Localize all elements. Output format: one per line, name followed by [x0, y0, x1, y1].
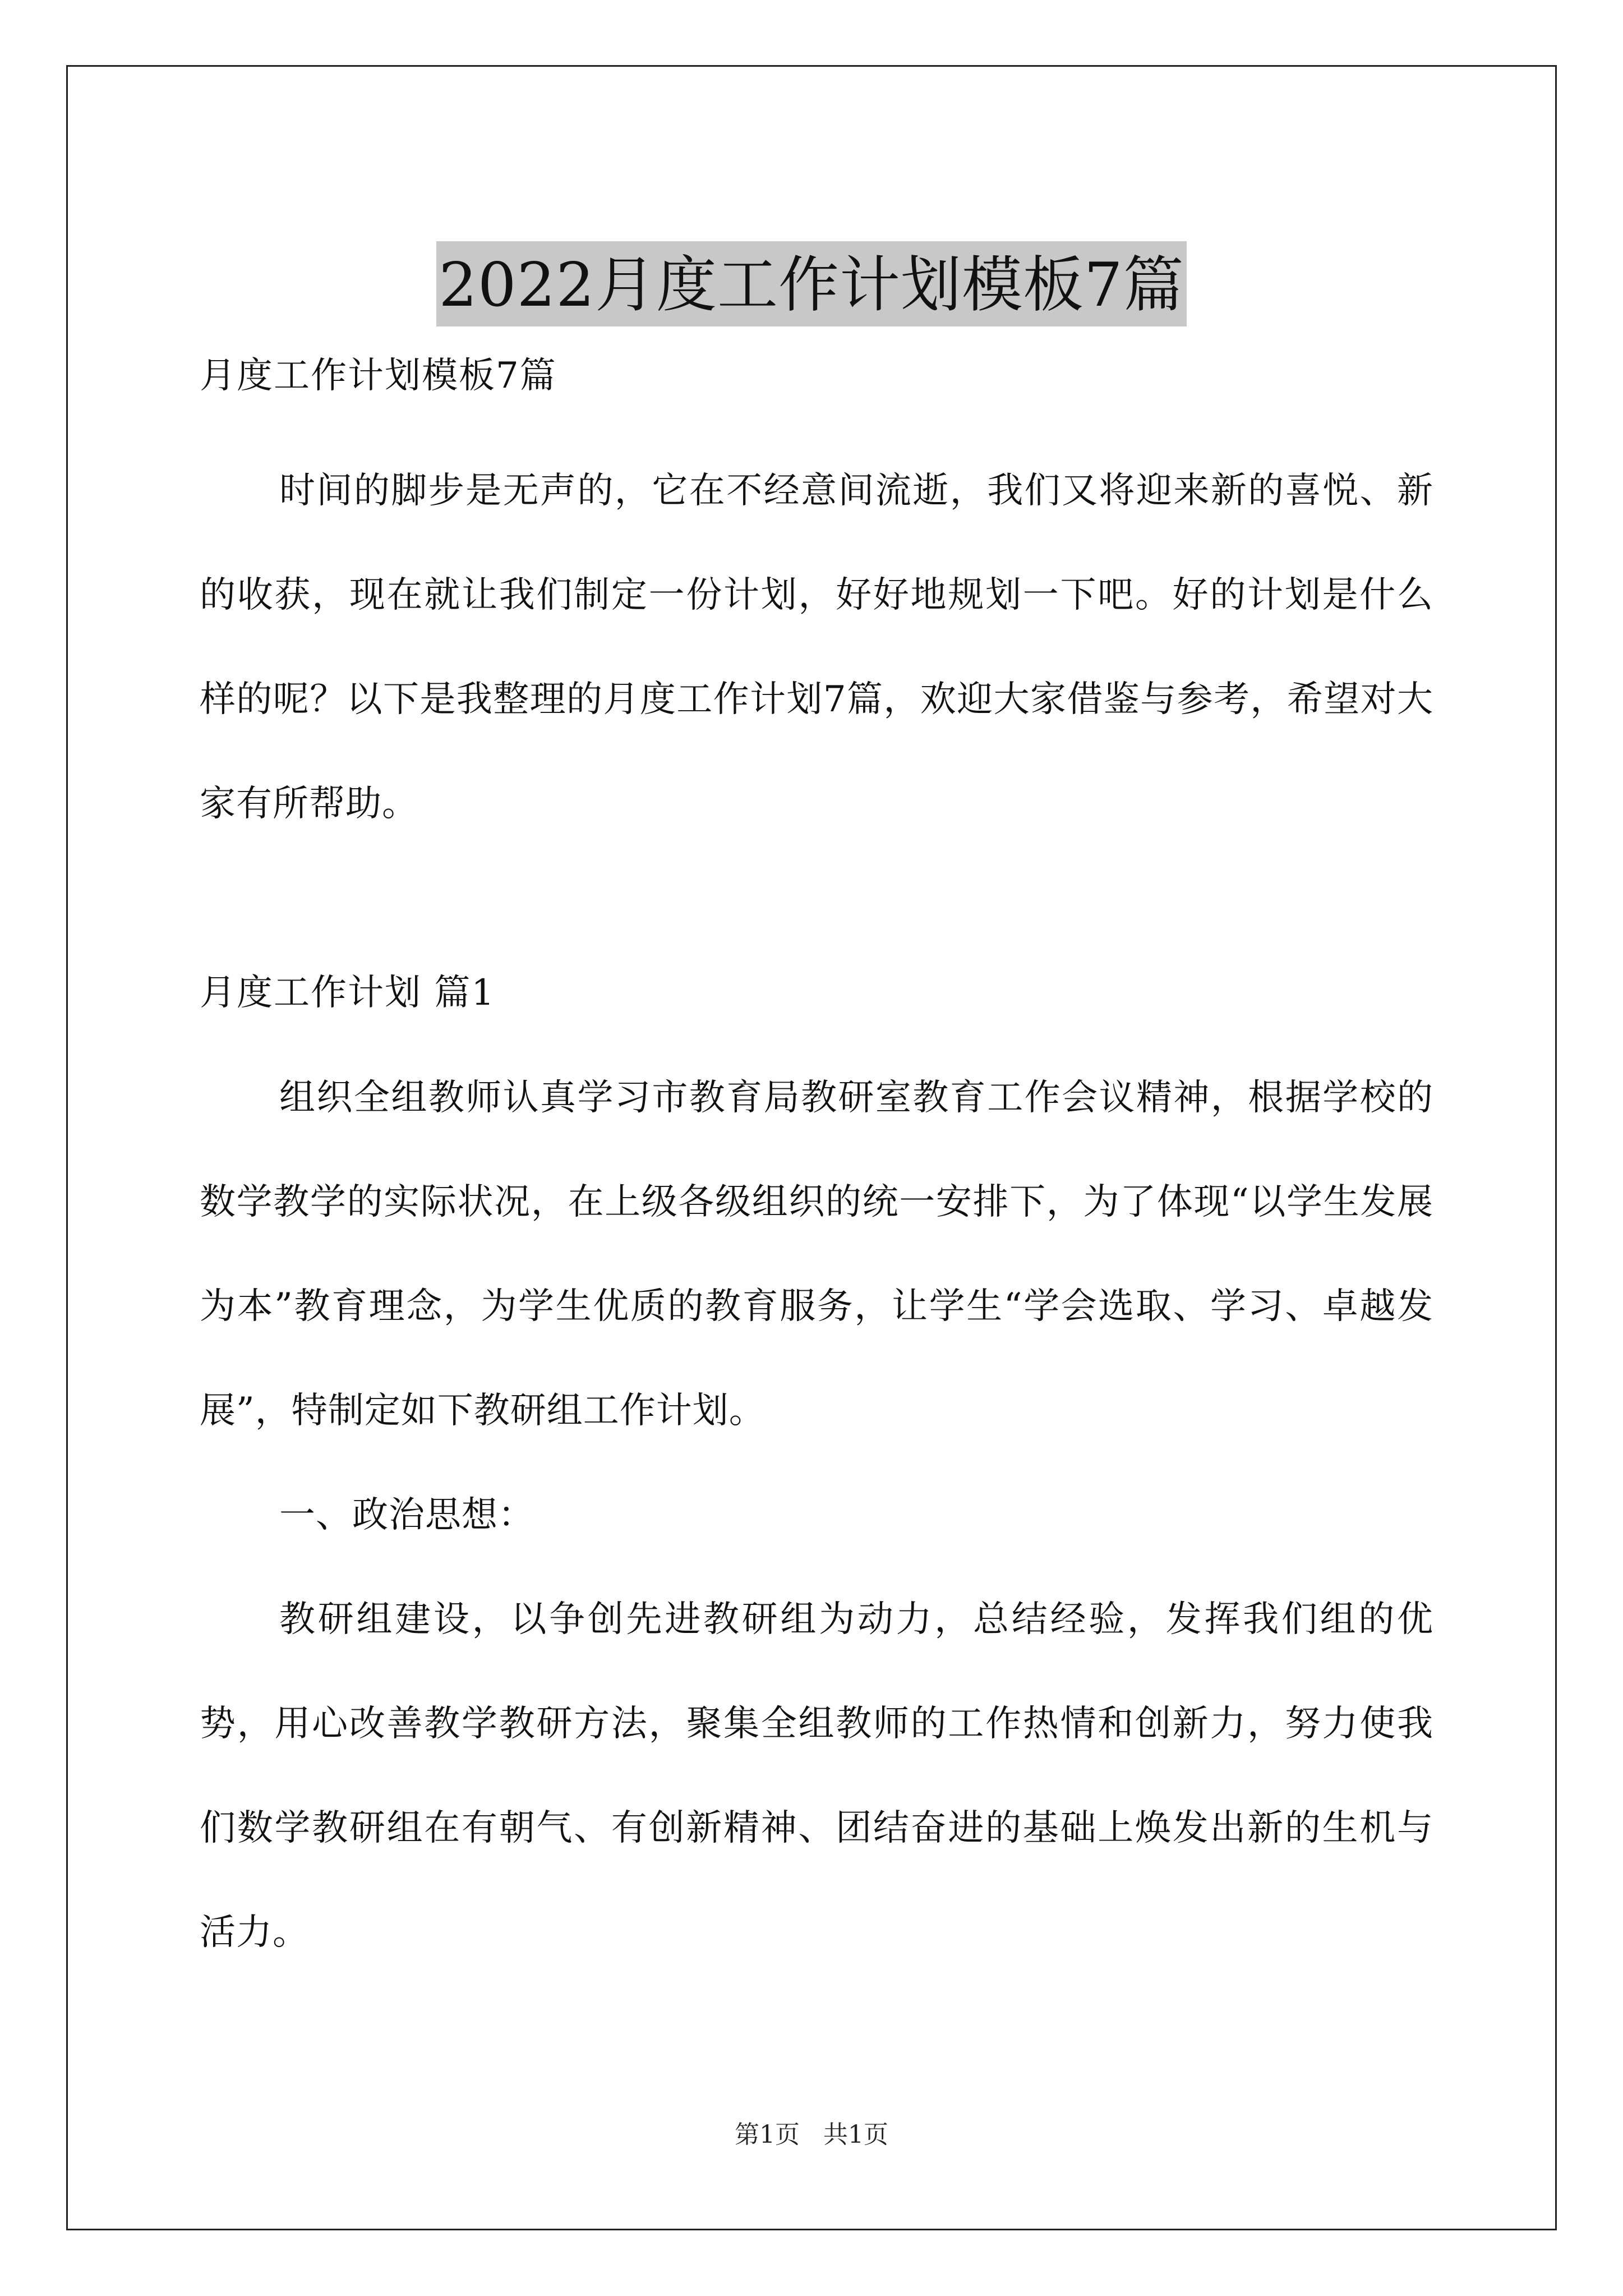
page-number-total: 共1页: [823, 2120, 888, 2149]
section-1-paragraph-2: 教研组建设，以争创先进教研组为动力，总结经验，发挥我们组的优势，用心改善教学教研方法，聚集全组教师的工作热情和创新力，努力使我们数学教研组在有朝气、有创新精神、团结奋进的基础上焕发出新的生机与活力。: [200, 1599, 1433, 1953]
intro-paragraph: 时间的脚步是无声的，它在不经意间流逝，我们又将迎来新的喜悦、新的收获，现在就让我们制定一份计划，好好地规划一下吧。好的计划是什么样的呢？以下是我整理的月度工作计划7篇，欢迎大家借鉴与参考，希望对大家有所帮助。: [200, 470, 1433, 825]
section-1-paragraph-1: 组织全组教师认真学习市教育局教研室教育工作会议精神，根据学校的数学教学的实际状况，在上级各级组织的统一安排下，为了体现“以学生发展为本”教育理念，为学生优质的教育服务，让学生“学会选取、学习、卓越发展”，特制定如下教研组工作计划。: [200, 1077, 1433, 1432]
section-1-heading: 月度工作计划 篇1: [200, 972, 496, 1014]
page-footer: [0, 2119, 1623, 2151]
section-1-subheading: 一、政治思想：: [279, 1494, 534, 1536]
document-subtitle: 月度工作计划模板7篇: [200, 355, 557, 397]
page-number-current: 第1页: [735, 2120, 800, 2149]
document-title: 2022月度工作计划模板7篇: [436, 241, 1187, 326]
document-body: [200, 318, 1433, 1985]
